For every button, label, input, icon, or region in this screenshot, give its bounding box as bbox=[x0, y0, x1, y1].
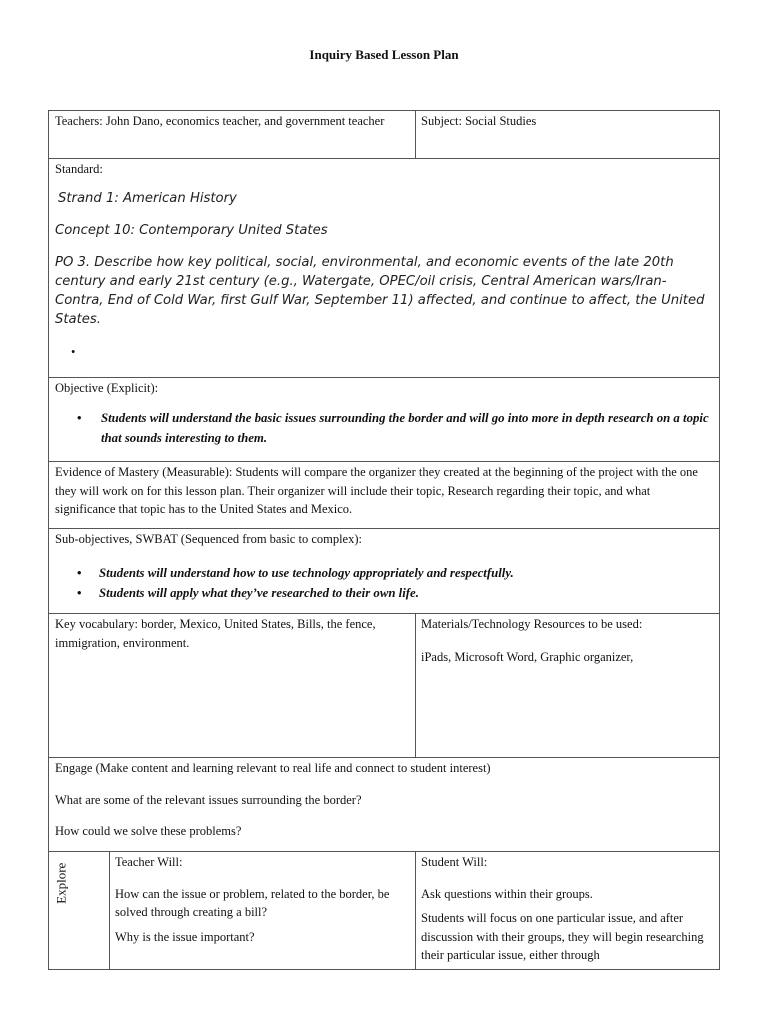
subobjective-item: • Students will understand how to use technology appropriately and respectfully. bbox=[55, 563, 713, 583]
teacher-question-1: How can the issue or problem, related to the border, be solved through creating a bill? bbox=[115, 886, 390, 919]
student-action-1: Ask questions within their groups. bbox=[421, 886, 593, 901]
row-objective bbox=[49, 378, 719, 462]
row-standard bbox=[49, 159, 719, 378]
objective-cell bbox=[49, 378, 719, 461]
engage-label: Engage (Make content and learning relevant to real life and connect to student interest) bbox=[55, 761, 491, 775]
row-engage bbox=[49, 758, 719, 852]
engage-cell bbox=[49, 758, 719, 851]
document-title: Inquiry Based Lesson Plan bbox=[309, 47, 459, 62]
lesson-plan-table bbox=[48, 110, 720, 970]
subobjectives-label: Sub-objectives, SWBAT (Sequenced from basic to complex): bbox=[55, 532, 362, 546]
materials-items: iPads, Microsoft Word, Graphic organizer, bbox=[421, 649, 634, 664]
bullet-icon: • bbox=[77, 585, 82, 600]
explore-label: Explore bbox=[53, 862, 69, 904]
teacher-question-2: Why is the issue important? bbox=[115, 929, 255, 944]
teacher-will-cell bbox=[109, 852, 415, 970]
standard-empty-bullet: • bbox=[71, 344, 76, 359]
student-will-label: Student Will: bbox=[421, 855, 488, 869]
row-subobjectives bbox=[49, 529, 719, 614]
objective-item: • Students will understand the basic issues surrounding the border and will go into more in depth research on a topic that sounds interesting to them. bbox=[55, 408, 713, 448]
bullet-icon: • bbox=[77, 410, 82, 425]
explore-label-cell bbox=[49, 852, 109, 970]
student-will-cell bbox=[415, 852, 719, 970]
student-action-2: Students will focus on one particular issue, and after discussion with their groups, they will begin researching their particular issue, either through bbox=[421, 911, 704, 962]
standard-label: Standard: bbox=[55, 162, 103, 176]
standard-po: PO 3. Describe how key political, social, environmental, and economic events of the late 20th century and early 21st century (e.g., Watergate, OPEC/oil crisis, Central American wars/Iran-Contra, End of Cold War, first Gulf War, September 11) affected, and continue to affect, the United States. bbox=[55, 254, 705, 327]
evidence-cell: Evidence of Mastery (Measurable): Students will compare the organizer they created at the beginning of the project with the one they will work on for this lesson plan. Their organizer will include their topic, Research regarding their topic, and what significance that topic has to the United States and Mexico. bbox=[55, 465, 698, 516]
teacher-will-label: Teacher Will: bbox=[115, 855, 183, 869]
row-teachers-subject bbox=[49, 111, 719, 159]
materials-label: Materials/Technology Resources to be used: bbox=[421, 617, 643, 631]
standard-strand: Strand 1: American History bbox=[58, 190, 237, 206]
engage-question-1: What are some of the relevant issues surrounding the border? bbox=[55, 792, 362, 807]
objective-label: Objective (Explicit): bbox=[55, 381, 159, 395]
bullet-icon: • bbox=[77, 565, 82, 580]
standard-cell bbox=[49, 159, 719, 377]
vocabulary-cell: Key vocabulary: border, Mexico, United States, Bills, the fence, immigration, environment. bbox=[55, 617, 376, 650]
engage-question-2: How could we solve these problems? bbox=[55, 824, 242, 838]
teachers-cell: Teachers: John Dano, economics teacher, and government teacher bbox=[55, 114, 385, 128]
row-evidence bbox=[49, 462, 719, 529]
subobjectives-cell bbox=[49, 529, 719, 613]
row-vocab-materials bbox=[49, 614, 719, 758]
subobjective-item: • Students will apply what they’ve researched to their own life. bbox=[55, 583, 713, 603]
materials-cell bbox=[415, 614, 719, 757]
subject-cell: Subject: Social Studies bbox=[421, 114, 537, 128]
standard-concept: Concept 10: Contemporary United States bbox=[55, 222, 328, 238]
row-explore bbox=[49, 852, 719, 970]
